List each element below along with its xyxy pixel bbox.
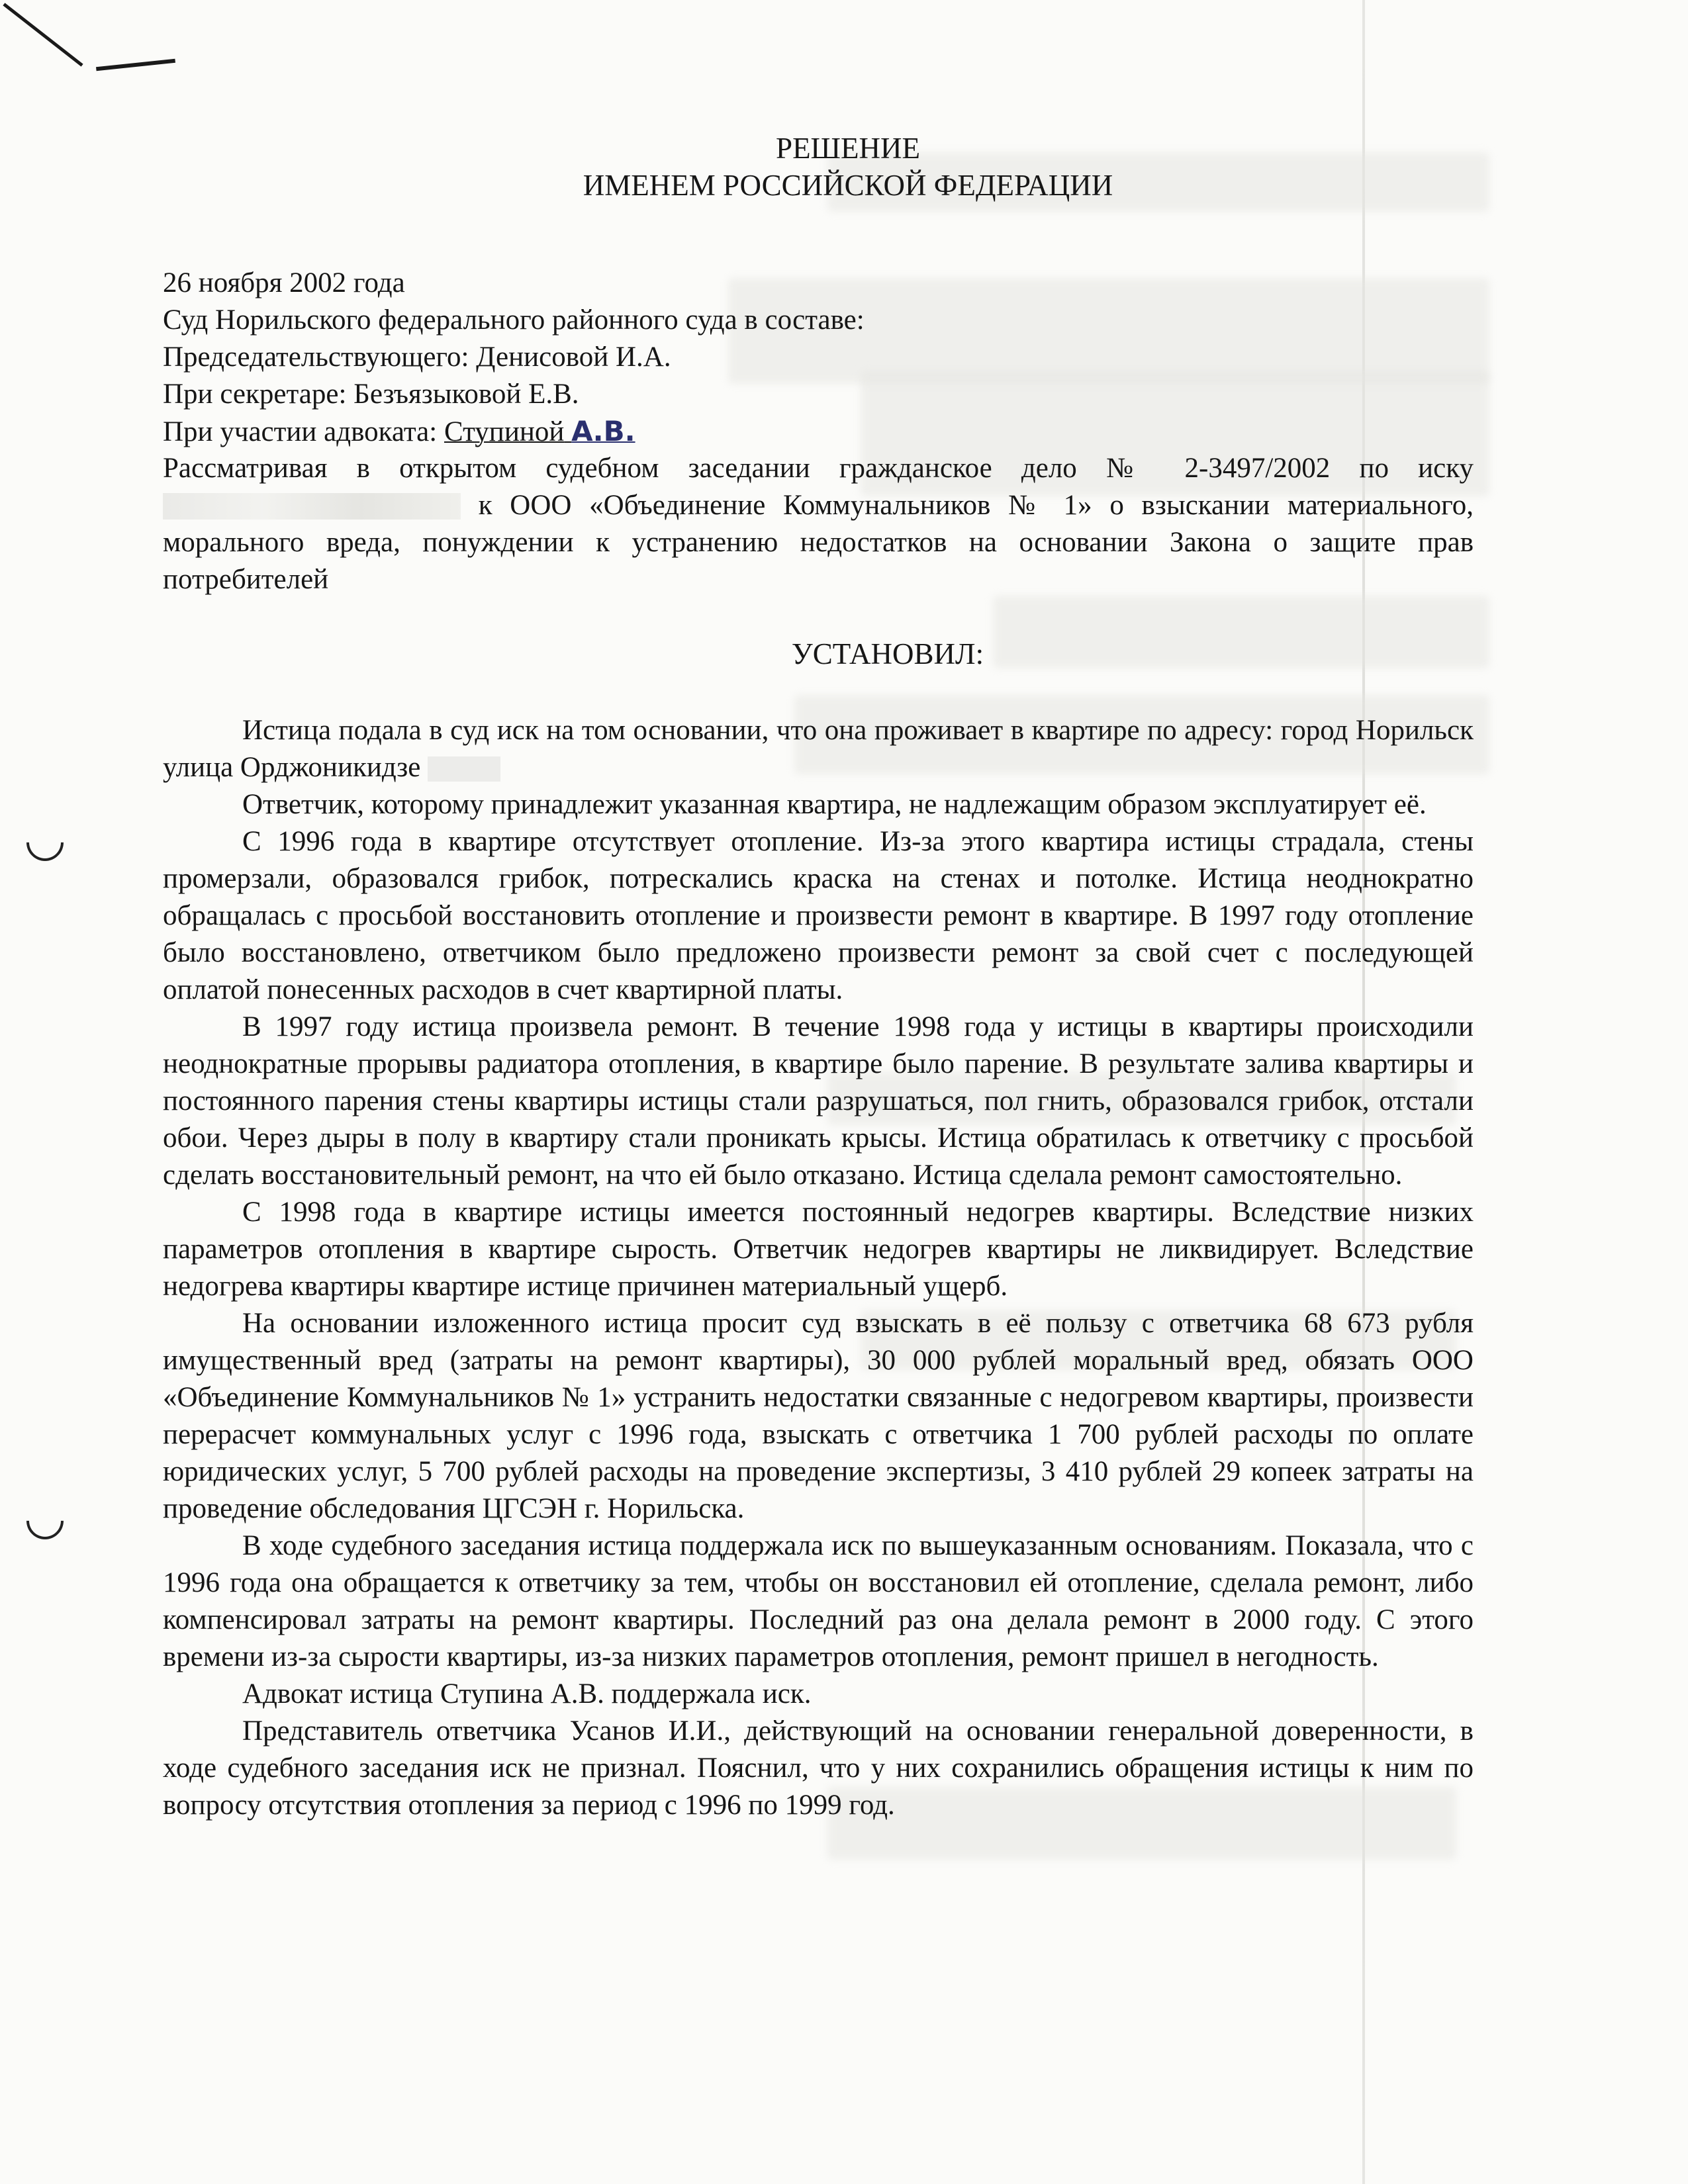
paragraph: В ходе судебного заседания истица поддержала иск по вышеуказанным основаниям. Показала, что с 1996 года она обращается к ответчику за тем, чтобы он восстановил ей отопление, сделала ремонт, либо компенсировал затраты на ремонт квартиры. Последний раз она делала ремонт в 2000 году. С этого времени из-за сырости квартиры, из-за низких параметров отопления, ремонт пришел в негодность. [163, 1530, 1474, 1672]
advocate-prefix: При участии адвоката: [163, 416, 444, 447]
handwritten-initials: А.В. [571, 415, 635, 447]
case-description-part-1: Рассматривая в открытом судебном заседании гражданское дело № 2-3497/2002 по иску [163, 453, 1474, 484]
case-description-part-2: к ООО «Объединение Коммунальников № 1» о взыскании материального, морального вреда, понуждении к устранению недостатков на основании Закона о защите прав потребителей [163, 490, 1474, 595]
punch-hole-mark [19, 816, 71, 868]
advocate-line [163, 413, 1474, 450]
paragraph-address: Истица подала в суд иск на том основании, что она проживает в квартире по адресу: город Норильск улица Орджоникидзе [163, 715, 1474, 783]
document-title [163, 130, 1474, 204]
court-decision [163, 130, 1474, 1824]
scan-corner-mark [3, 3, 83, 66]
advocate-name: Ступиной [444, 416, 565, 447]
advocate-space [564, 416, 571, 447]
paragraph [163, 712, 1474, 786]
paragraph: С 1998 года в квартире истицы имеется постоянный недогрев квартиры. Вследствие низких параметров отопления в квартире сырость. Ответчик недогрев квартиры не ликвидирует. Вследствие недогрева квартиры квартире истице причинен материальный ущерб. [163, 1197, 1474, 1302]
paragraph: Адвокат истица Ступина А.В. поддержала иск. [242, 1678, 812, 1709]
redacted-plaintiff-name [163, 493, 461, 520]
title-line-1: РЕШЕНИЕ [776, 132, 920, 165]
redacted-house-number [428, 756, 500, 782]
presiding-judge: Председательствующего: Денисовой И.А. [163, 341, 671, 373]
case-description [163, 450, 1474, 598]
scan-corner-mark [96, 59, 175, 71]
punch-hole-mark [19, 1494, 71, 1547]
paragraph: Ответчик, которому принадлежит указанная квартира, не надлежащим образом эксплуатирует её. [242, 789, 1427, 820]
title-line-2: ИМЕНЕМ РОССИЙСКОЙ ФЕДЕРАЦИИ [583, 169, 1113, 202]
section-heading: УСТАНОВИЛ: [791, 637, 984, 670]
court-composition: Суд Норильского федерального районного суда в составе: [163, 304, 865, 336]
case-details [163, 265, 1474, 450]
decision-date: 26 ноября 2002 года [163, 267, 405, 298]
paragraph: В 1997 году истица произвела ремонт. В течение 1998 года у истицы в квартиры происходили неоднократные прорывы радиатора отопления, в квартире было парение. В результате залива квартиры и постоянного парения стены квартиры истицы стали разрушаться, пол гнить, образовался грибок, отстали обои. Через дыры в полу в квартиру стали проникать крысы. Истица обратилась к ответчику с просьбой сделать восстановительный ремонт, на что ей было отказано. Истица сделала ремонт самостоятельно. [163, 1011, 1474, 1191]
paragraph: На основании изложенного истица просит суд взыскать в её пользу с ответчика 68 673 рубля имущественный вред (затраты на ремонт квартиры), 30 000 рублей моральный вред, обязать ООО «Объединение Коммунальников № 1» устранить недостатки связанные с недогревом квартиры, произвести перерасчет коммунальных услуг с 1996 года, взыскать с ответчика 1 700 рублей расходы по оплате юридических услуг, 5 700 рублей расходы на проведение экспертизы, 3 410 рублей 29 копеек затраты на проведение обследования ЦГСЭН г. Норильска. [163, 1308, 1474, 1524]
paragraph: Представитель ответчика Усанов И.И., действующий на основании генеральной доверенности, в ходе судебного заседания иск не признал. Пояснил, что у них сохранились обращения истицы к ним по вопросу отсутствия отопления за период с 1996 по 1999 год. [163, 1715, 1474, 1821]
paragraph: С 1996 года в квартире отсутствует отопление. Из-за этого квартира истицы страдала, стены промерзали, образовался грибок, потрескались краска на стенах и потолке. Истица неоднократно обращалась с просьбой восстановить отопление и произвести ремонт в квартире. В 1997 году отопление было восстановлено, ответчиком было предложено произвести ремонт за свой счет с последующей оплатой понесенных расходов в счет квартирной платы. [163, 826, 1474, 1005]
court-secretary: При секретаре: Безъязыковой Е.В. [163, 379, 579, 410]
